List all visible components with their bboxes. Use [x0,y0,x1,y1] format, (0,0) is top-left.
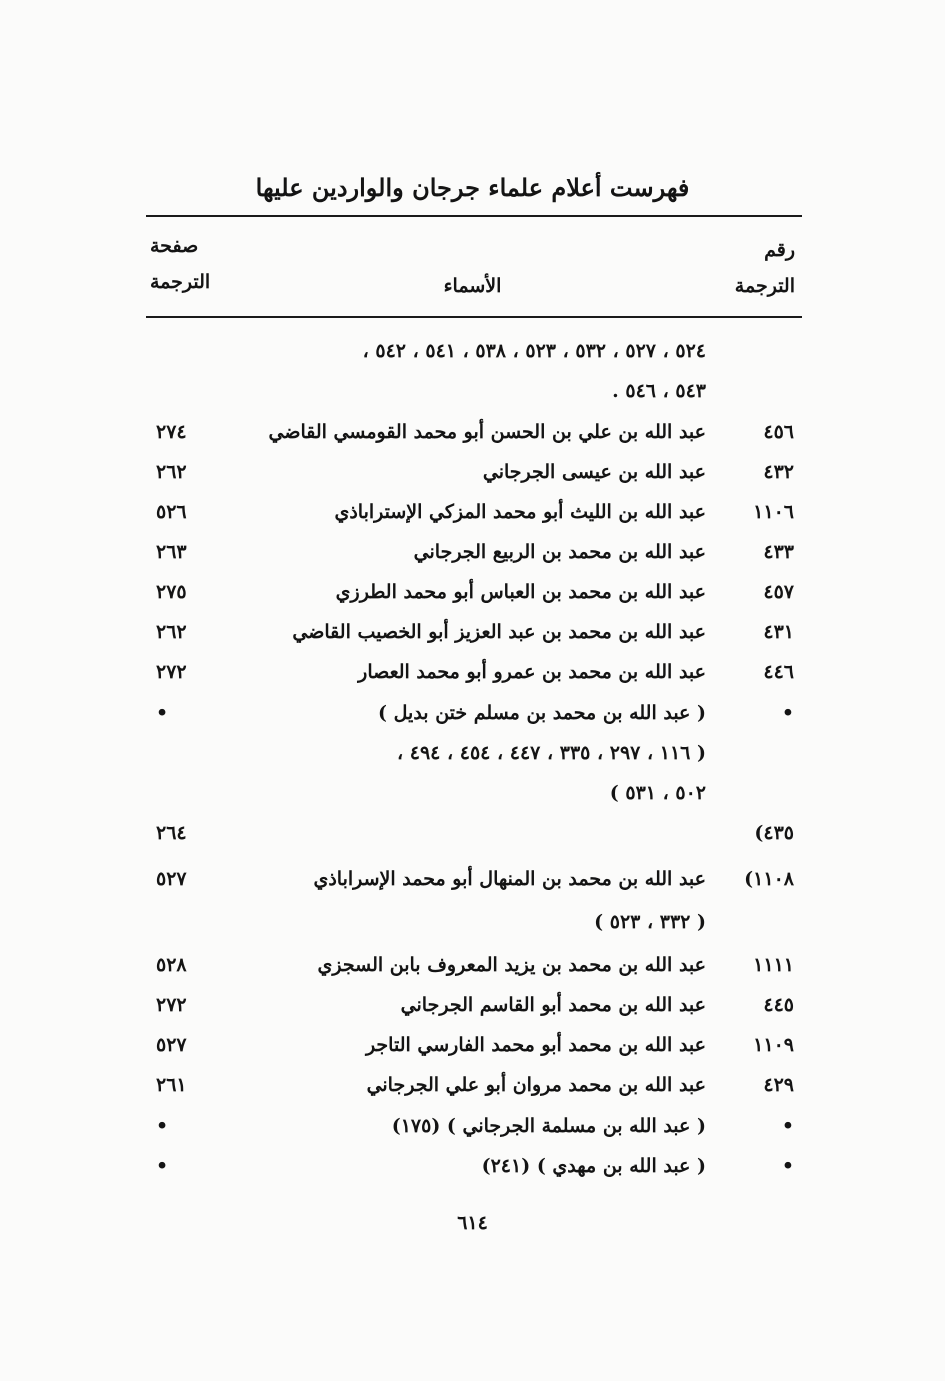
entry-number: ٤٥٧ [763,581,794,603]
entry-name: عبد الله بن الليث أبو محمد المزكي الإستراباذي [334,501,706,523]
page-number: ٦١٤ [457,1212,488,1234]
column-header-names: الأسماء [443,275,502,297]
index-row [150,494,794,530]
entry-number: ٤٤٦ [763,661,794,683]
index-row [150,1027,794,1063]
entry-page: ٢٧٢ [156,994,187,1016]
index-row [150,815,794,851]
entry-number: ١١٠٦ [753,501,794,523]
index-row [150,695,794,731]
index-row [150,904,794,940]
index-row [150,861,794,897]
entry-name: عبد الله بن محمد بن عبد العزيز أبو الخصيب القاضي [292,621,706,643]
entry-page: ٢٧٢ [156,661,187,683]
entry-page: • [156,1155,169,1177]
entry-page: ٢٧٤ [156,421,187,443]
column-header-page-line2: الترجمة [150,271,211,293]
entry-name: عبد الله بن محمد مروان أبو علي الجرجاني [366,1074,706,1096]
index-row [150,333,794,369]
header-bottom-rule [146,316,802,318]
entry-name: ( عبد الله بن مسلمة الجرجاني ) (١٧٥) [391,1115,706,1137]
index-row [150,373,794,409]
column-header-page-line1: صفحة [150,235,199,257]
entry-name: عبد الله بن محمد بن العباس أبو محمد الطرزي [335,581,706,603]
entry-name: عبد الله بن علي بن الحسن أبو محمد القومسي القاضي [268,421,706,443]
index-row [150,947,794,983]
entry-page: ٥٢٦ [156,501,187,523]
entry-continuation: ٥٢٤ ، ٥٢٧ ، ٥٣٢ ، ٥٢٣ ، ٥٣٨ ، ٥٤١ ، ٥٤٢ ، [362,340,706,362]
entry-number: • [781,1155,794,1177]
entry-page: ٥٢٨ [156,954,187,976]
entry-page: • [156,1115,169,1137]
entry-number: ١١٠٩ [753,1034,794,1056]
entry-continuation: ٥٠٢ ، ٥٣١ ) [609,782,706,804]
index-row [150,735,794,771]
index-row [150,414,794,450]
index-row [150,1148,794,1184]
column-header-page [150,228,210,300]
entry-continuation: ٥٤٣ ، ٥٤٦ . [612,380,706,402]
entry-name: عبد الله بن محمد بن الربيع الجرجاني [413,541,706,563]
entry-number: ٤٣٣ [763,541,794,563]
entry-number: • [781,1115,794,1137]
entry-name: عبد الله بن محمد بن عمرو أبو محمد العصار [358,661,706,683]
entry-number: ٤٢٩ [763,1074,794,1096]
index-row [150,614,794,650]
entry-name: عبد الله بن عيسى الجرجاني [482,461,706,483]
page-title: فهرست أعلام علماء جرجان والواردين عليها [255,173,690,202]
index-row [150,775,794,811]
index-row [150,534,794,570]
entry-number: ٤٣٥) [754,822,794,844]
index-row [150,1067,794,1103]
index-row [150,454,794,490]
index-row [150,987,794,1023]
entry-page: ٢٦٣ [156,541,187,563]
index-row [150,654,794,690]
entry-page: ٢٧٥ [156,581,187,603]
index-row [150,1108,794,1144]
entry-page: ٢٦٢ [156,621,187,643]
entry-page: • [156,702,169,724]
entry-page: ٢٦٤ [156,822,187,844]
entry-page: ٥٢٧ [156,1034,187,1056]
entry-page: ٢٦١ [156,1074,187,1096]
entry-number: ٤٣١ [763,621,794,643]
index-row [150,574,794,610]
entry-name: عبد الله بن محمد بن المنهال أبو محمد الإسراباذي [313,868,706,890]
entry-number: ٤٤٥ [763,994,794,1016]
entry-continuation: ( ١١٦ ، ٢٩٧ ، ٣٣٥ ، ٤٤٧ ، ٤٥٤ ، ٤٩٤ ، [397,742,706,764]
entry-name: ( عبد الله بن محمد بن مسلم ختن بديل ) [378,702,706,724]
entry-name: عبد الله بن محمد بن يزيد المعروف بابن السجزي [317,954,706,976]
header-top-rule [146,215,802,217]
entry-number: ١١١١ [753,954,794,976]
column-header-number-line2: الترجمة [734,275,795,297]
entry-number: • [781,702,794,724]
entry-number: ١١٠٨) [744,868,794,890]
entry-number: ٤٣٢ [763,461,794,483]
entry-name: عبد الله بن محمد أبو محمد الفارسي التاجر [365,1034,706,1056]
column-header-number-line1: رقم [764,239,795,261]
entry-name: عبد الله بن محمد أبو القاسم الجرجاني [400,994,706,1016]
entry-number: ٤٥٦ [763,421,794,443]
entry-page: ٥٢٧ [156,868,187,890]
entry-name: ( عبد الله بن مهدي ) (٢٤١) [481,1155,706,1177]
entry-page: ٢٦٢ [156,461,187,483]
entry-continuation: ( ٣٣٢ ، ٥٢٣ ) [594,911,706,933]
